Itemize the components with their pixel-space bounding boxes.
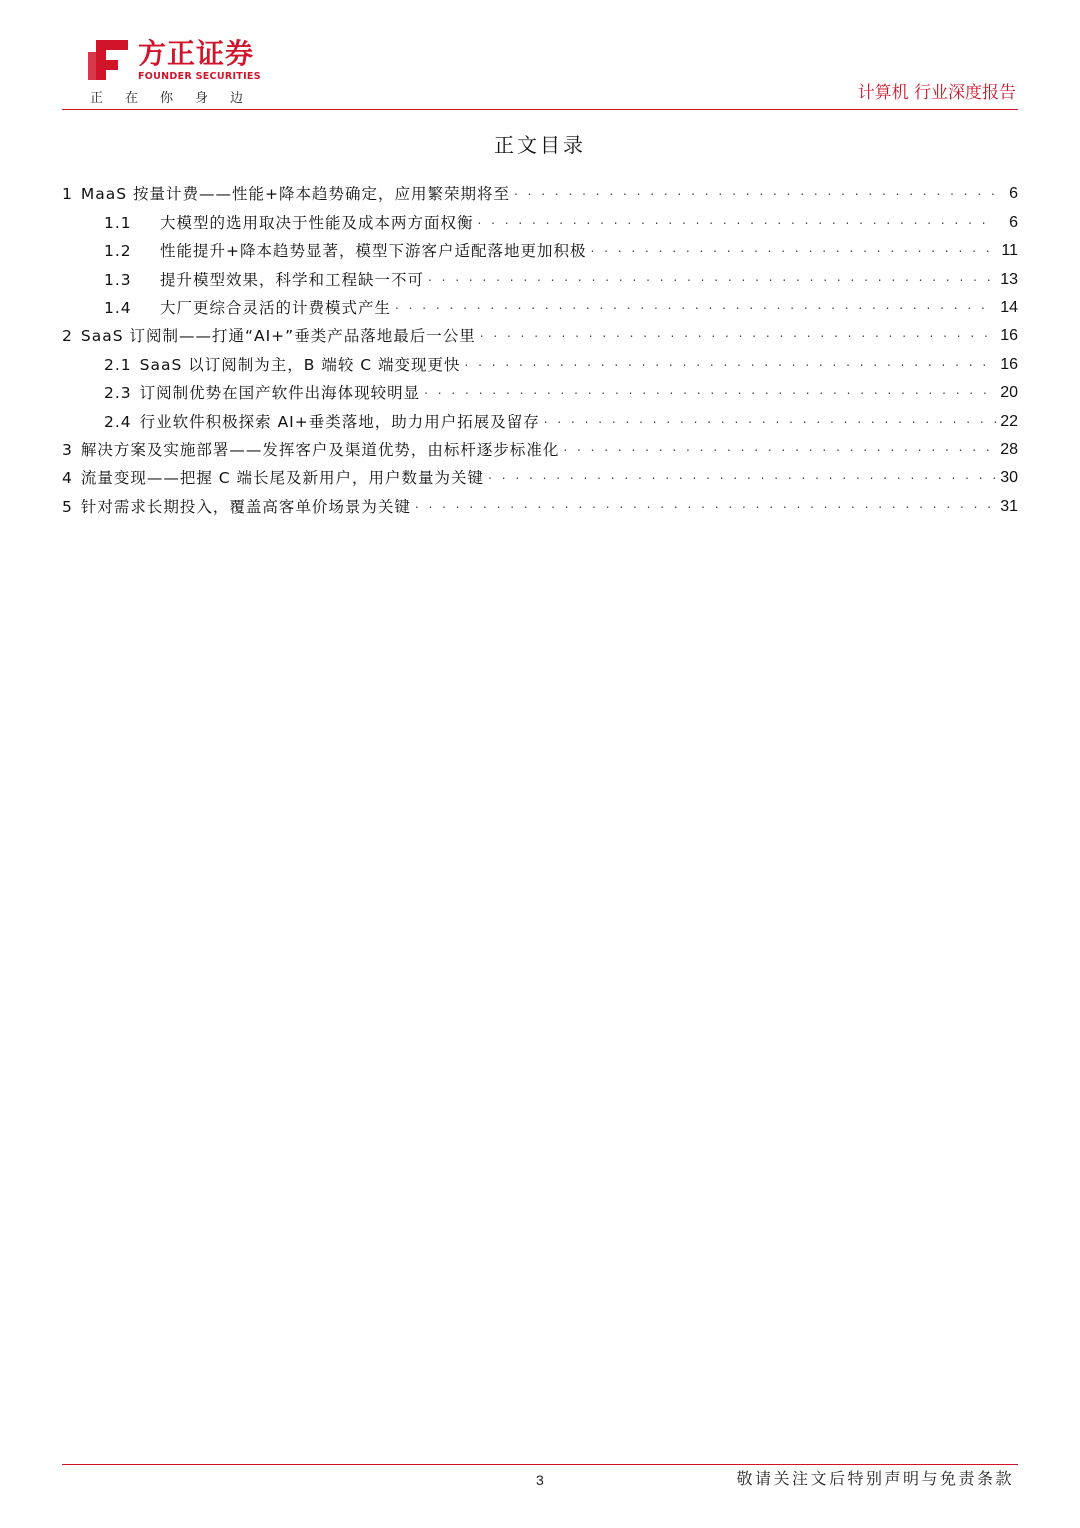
toc-entry-title: 订阅制优势在国产软件出海体现较明显 bbox=[139, 384, 421, 403]
toc-entry-title: 解决方案及实施部署——发挥客户及渠道优势，由标杆逐步标准化 bbox=[80, 440, 560, 459]
toc-entry-number: 5 bbox=[62, 497, 73, 516]
toc-leader-dots bbox=[428, 267, 996, 287]
toc-entry-number: 1.4 bbox=[104, 298, 132, 317]
toc-entry[interactable] bbox=[62, 375, 1018, 403]
toc-entry-page: 11 bbox=[1001, 242, 1018, 260]
toc-entry[interactable] bbox=[62, 290, 1018, 318]
toc-entry[interactable] bbox=[62, 432, 1018, 460]
page-header bbox=[0, 0, 1080, 112]
page-number: 3 bbox=[536, 1472, 544, 1488]
toc-entry-page: 22 bbox=[1000, 412, 1018, 430]
toc-entry-title: 行业软件积极探索 AI+垂类落地，助力用户拓展及留存 bbox=[139, 412, 540, 431]
toc-leader-dots bbox=[514, 181, 996, 201]
toc-entry-page: 6 bbox=[1009, 185, 1018, 203]
toc-leader-dots bbox=[480, 323, 996, 343]
header-divider bbox=[62, 109, 1018, 110]
brand-name-en: FOUNDER SECURITIES bbox=[138, 71, 261, 82]
toc-entry-page: 14 bbox=[1000, 298, 1018, 316]
toc-entry-number: 3 bbox=[62, 440, 73, 459]
toc-leader-dots bbox=[563, 437, 996, 457]
toc-entry-title: SaaS 以订阅制为主，B 端较 C 端变现更快 bbox=[139, 355, 461, 374]
toc-leader-dots bbox=[591, 238, 997, 258]
toc-entry-number: 1 bbox=[62, 185, 73, 204]
toc-entry-title: MaaS 按量计费——性能+降本趋势确定，应用繁荣期将至 bbox=[80, 185, 510, 204]
toc-entry[interactable] bbox=[62, 318, 1018, 346]
toc-entry[interactable] bbox=[62, 261, 1018, 289]
toc-entry-page: 16 bbox=[1000, 355, 1018, 373]
toc-entry[interactable] bbox=[62, 346, 1018, 374]
toc-entry-number: 2 bbox=[62, 327, 73, 346]
toc-entry-title: 提升模型效果，科学和工程缺一不可 bbox=[160, 270, 425, 289]
brand-slogan: 正在你身边 bbox=[90, 91, 266, 106]
toc-leader-dots bbox=[395, 295, 996, 315]
founder-logo-icon bbox=[86, 38, 130, 82]
disclaimer-note: 敬请关注文后特别声明与免责条款 bbox=[736, 1469, 1014, 1488]
toc-entry[interactable] bbox=[62, 176, 1018, 204]
toc-entry-number: 2.1 bbox=[104, 355, 132, 374]
toc-entry-page: 6 bbox=[1009, 213, 1018, 231]
toc-entry-page: 28 bbox=[1000, 440, 1018, 458]
toc-entry[interactable] bbox=[62, 204, 1018, 232]
toc-entry-number: 1.1 bbox=[104, 213, 132, 232]
toc-entry[interactable] bbox=[62, 233, 1018, 261]
toc-entry[interactable] bbox=[62, 460, 1018, 488]
toc-leader-dots bbox=[424, 380, 996, 400]
toc-entry-number: 1.3 bbox=[104, 270, 132, 289]
toc-entry-page: 16 bbox=[1000, 327, 1018, 345]
toc-entry-number: 1.2 bbox=[104, 242, 132, 261]
toc-entry-page: 30 bbox=[1000, 469, 1018, 487]
toc-leader-dots bbox=[478, 210, 996, 230]
toc-entry-title: 针对需求长期投入，覆盖高客单价场景为关键 bbox=[80, 497, 411, 516]
footer-divider bbox=[62, 1464, 1018, 1465]
toc-title: 正文目录 bbox=[494, 133, 586, 157]
toc-entry-number: 2.4 bbox=[104, 412, 132, 431]
toc-entry-title: 大模型的选用取决于性能及成本两方面权衡 bbox=[160, 213, 474, 232]
toc-entry-page: 31 bbox=[1000, 497, 1018, 515]
toc-entry-number: 4 bbox=[62, 469, 73, 488]
report-type: 计算机 行业深度报告 bbox=[857, 83, 1016, 103]
toc-entry-page: 13 bbox=[1000, 270, 1018, 288]
toc-leader-dots bbox=[488, 465, 996, 485]
toc-entry-title: 性能提升+降本趋势显著，模型下游客户适配落地更加积极 bbox=[160, 242, 587, 261]
toc-entry-title: SaaS 订阅制——打通“AI+”垂类产品落地最后一公里 bbox=[80, 327, 476, 346]
toc-entry[interactable] bbox=[62, 403, 1018, 431]
toc-leader-dots bbox=[415, 494, 996, 514]
toc-entry-title: 流量变现——把握 C 端长尾及新用户，用户数量为关键 bbox=[80, 469, 485, 488]
toc-entry-title: 大厂更综合灵活的计费模式产生 bbox=[160, 298, 392, 317]
toc-leader-dots bbox=[544, 409, 996, 429]
toc-entry-number: 2.3 bbox=[104, 384, 132, 403]
table-of-contents bbox=[62, 176, 1018, 517]
brand-name-cn: 方正证券 bbox=[138, 37, 255, 70]
toc-entry[interactable] bbox=[62, 488, 1018, 516]
toc-entry-page: 20 bbox=[1000, 384, 1018, 402]
toc-leader-dots bbox=[465, 352, 997, 372]
